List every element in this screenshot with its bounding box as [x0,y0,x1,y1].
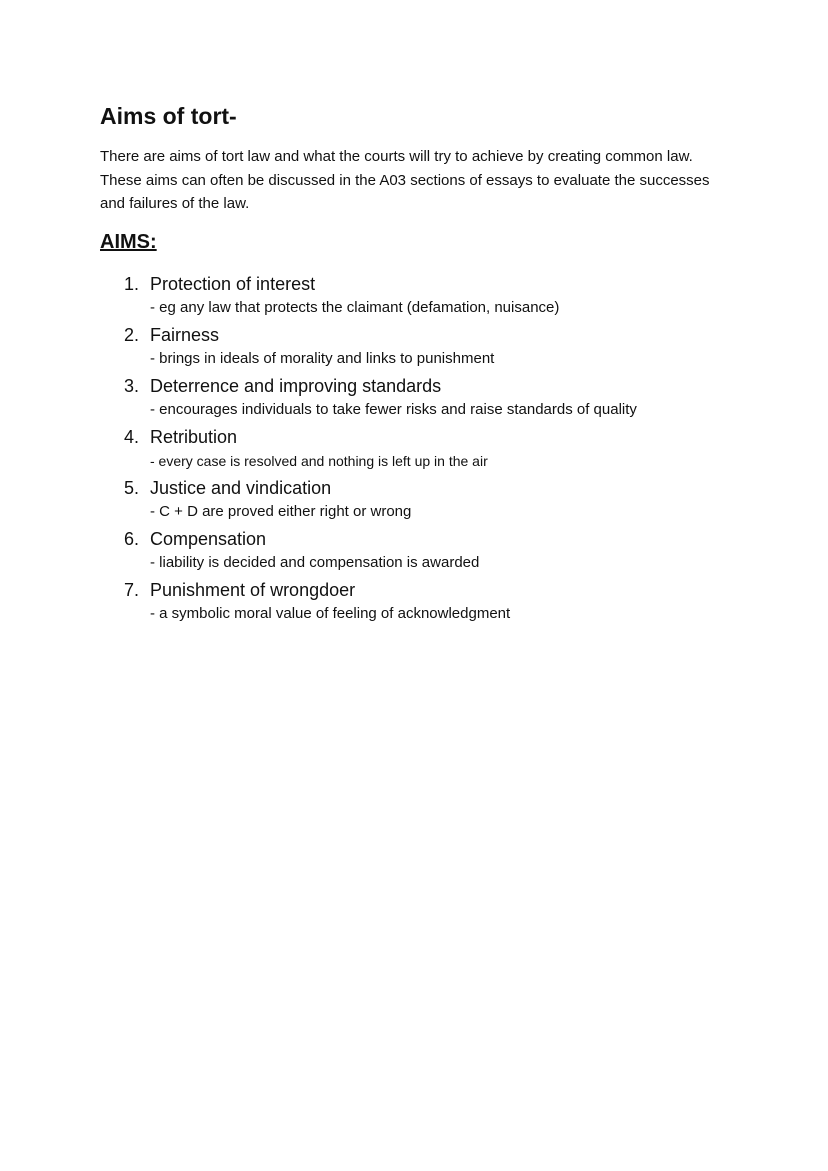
item-detail: - a symbolic moral value of feeling of acknowledgment [150,605,511,622]
page-title: Aims of tort- [100,103,237,129]
item-title: Compensation [150,529,267,549]
item-detail: - eg any law that protects the claimant (defamation, nuisance) [150,299,560,316]
aims-heading: AIMS: [100,231,157,253]
item-title: Punishment of wrongdoer [150,580,356,600]
item-detail: - liability is decided and compensation is awarded [150,554,480,571]
intro-paragraph: There are aims of tort law and what the courts will try to achieve by creating common law. These aims can often be discussed in the A03 sections of essays to evaluate the successes and failures of the law. [100,148,710,212]
item-title: Deterrence and improving standards [150,376,442,396]
item-detail: - encourages individuals to take fewer risks and raise standards of quality [150,401,637,418]
item-detail: - brings in ideals of morality and links to punishment [150,350,495,367]
item-number: 7. [124,580,140,600]
item-number: 4. [124,427,140,447]
item-title: Retribution [150,427,238,447]
item-title: Justice and vindication [150,478,332,498]
item-detail: - C + D are proved either right or wrong [150,503,412,520]
item-title: Protection of interest [150,274,316,294]
item-title: Fairness [150,325,220,345]
item-number: 3. [124,376,140,396]
item-number: 1. [124,274,140,294]
item-number: 2. [124,325,140,345]
item-number: 5. [124,478,140,498]
item-number: 6. [124,529,140,549]
item-detail: - every case is resolved and nothing is left up in the air [150,453,488,469]
